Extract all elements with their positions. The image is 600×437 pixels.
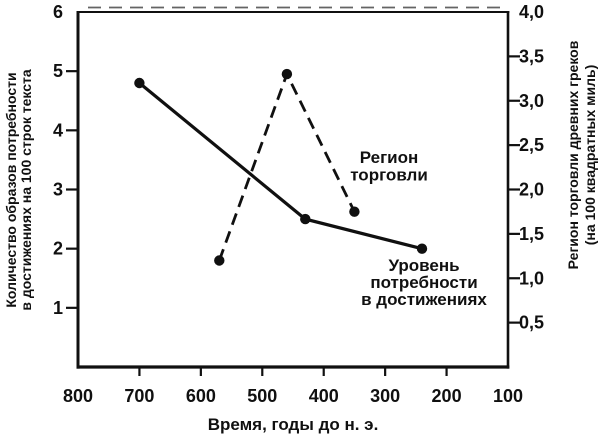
x-axis-title: Время, годы до н. э. xyxy=(207,415,379,434)
data-point xyxy=(282,69,292,79)
left-axis-tick-label: 3 xyxy=(52,179,63,200)
right-axis-tick-label: 0,5 xyxy=(519,312,545,333)
series-line-dashed xyxy=(219,74,354,260)
right-axis-tick-label: 3,5 xyxy=(519,46,545,67)
series-annotation-line: потребности xyxy=(370,273,478,292)
series-annotation-line: в достижениях xyxy=(361,290,487,309)
left-axis-title-line: в достижениях на 100 строк текста xyxy=(18,69,34,311)
data-point xyxy=(417,244,427,254)
right-axis-tick-label: 4,0 xyxy=(519,2,545,22)
left-axis-tick-label: 5 xyxy=(52,61,63,82)
x-axis-tick-label: 300 xyxy=(370,386,401,406)
data-point xyxy=(214,255,224,265)
data-point xyxy=(349,207,359,217)
x-axis-tick-label: 100 xyxy=(492,386,524,406)
series-annotation-line: Уровень xyxy=(388,256,460,275)
x-axis-tick-label: 800 xyxy=(62,386,94,406)
left-axis-tick-label: 4 xyxy=(52,120,63,141)
x-axis-tick-label: 400 xyxy=(308,386,339,406)
right-axis-title-line: (на 100 квадратных миль) xyxy=(582,64,598,246)
right-axis-tick-label: 2,5 xyxy=(519,135,545,156)
series-annotation-line: торговли xyxy=(350,165,428,185)
right-axis-tick-label: 3,0 xyxy=(519,90,545,111)
data-point xyxy=(134,78,144,88)
x-axis-tick-label: 200 xyxy=(431,386,462,406)
left-axis-title-line: Количество образов потребности xyxy=(3,72,19,308)
left-axis-tick-label: 6 xyxy=(52,2,63,22)
series-annotation-line: Регион xyxy=(359,148,419,167)
x-axis-tick-label: 500 xyxy=(247,386,278,406)
x-axis-tick-label: 700 xyxy=(124,386,155,406)
right-axis-tick-label: 1,5 xyxy=(519,223,545,244)
left-axis-tick-label: 2 xyxy=(52,238,63,259)
right-axis-tick-label: 1,0 xyxy=(519,268,545,289)
data-point xyxy=(300,214,310,224)
right-axis-tick-label: 2,0 xyxy=(519,179,545,200)
right-axis-title-line: Регион торговли древних греков xyxy=(565,40,581,270)
left-axis-tick-label: 1 xyxy=(52,297,63,318)
x-axis-tick-label: 600 xyxy=(185,386,216,406)
